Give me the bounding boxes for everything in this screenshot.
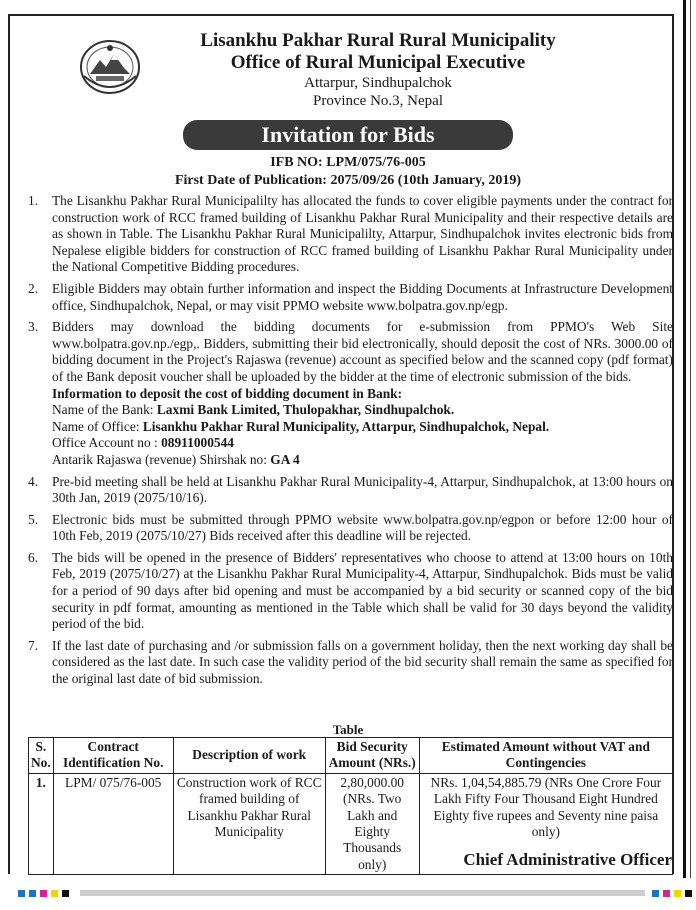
decor-square-black [62, 890, 69, 897]
item-text: Electronic bids must be submitted through PPMO website www.bolpatra.gov.np/egpon or before 12:00 hour of 10th Feb, 2019 (2075/10/27) Bids received after this deadline will be rejected. [52, 511, 673, 544]
office-value: Lisankhu Pakhar Rural Municipality, Attarpur, Sindhupalchok, Nepal. [142, 418, 550, 434]
table-title: Table [332, 722, 364, 737]
item-text: The bids will be opened in the presence of Bidders' representatives who choose to attend at 13:00 hours on 10th Feb, 2019 (2075/10/27) at the Lisankhu Pakhar Rural Municipality-4, Attarpur, Sindhupalchok. Bids must be valid for a period of 90 days after bid opening and must be accompanied by a bid security or scanned copy of the bid security in pdf format, amounting as mentioned in the Table which shall be valid for 30 days beyond the validity period of the bid. [52, 549, 673, 632]
notice-title-banner: Invitation for Bids [183, 120, 513, 150]
cell-estimate: NRs. 1,04,54,885.79 (NRs One Crore Four Lakh Fifty Four Thousand Eight Hundred Eighty five rupees and Seventy nine paisa only) [419, 773, 672, 874]
list-item [28, 193, 673, 276]
table-header-row [29, 738, 673, 774]
decor-square-yellow [51, 890, 58, 897]
item-text: The Lisankhu Pakhar Rural Municipalilty has allocated the funds to cover eligible payments under the contract for construction work of RCC framed building of Lisankhu Pakhar Rural Municipality and their respective details are as shown in Table. The Lisankhu Pakhar Rural Municipalilty, Attarpur, Sindhupalchok invites electronic bids from Nepalese eligible bidders for construction of RCC framed building of Lisankhu Pakhar Rural Municipality under the National Competitive Bidding procedures. [52, 193, 673, 275]
page-rule [683, 0, 686, 878]
masthead [0, 30, 696, 110]
decor-square-black [685, 890, 692, 897]
address-line-1: Attarpur, Sindhupalchok [304, 75, 452, 91]
office-name: Office of Rural Municipal Executive [230, 52, 526, 73]
item-number: 7. [28, 637, 39, 653]
decor-bar [80, 890, 645, 896]
cell-security: 2,80,000.00 (NRs. Two Lakh and Eighty Thousands only) [325, 773, 419, 874]
bank-value: Laxmi Bank Limited, Thulopakhar, Sindhupalchok. [156, 402, 455, 418]
item-text: Eligible Bidders may obtain further information and inspect the Bidding Documents at Infrastructure Development office, Sindhupalchok, Nepal, or may visit PPMO website www.bolpatra.gov.np/egp. [52, 280, 673, 313]
item-text: Bidders may download the bidding documents for e-submission from PPMO's Web Site www.bolpatra.gov.np./egp,. Bidders, submitting their bid electronically, should deposit the cost of NRs. 3000.00 of bidding document in the Project's Rajaswa (revenue) account as specified below and the scanned copy (pdf format) of the Bank deposit voucher shall be uploaded by the bidder at the time of electronic submission of the bids. [52, 319, 673, 384]
list-item [28, 550, 673, 633]
bank-label: Name of the Bank: [52, 402, 157, 418]
bank-heading: Information to deposit the cost of bidding document in Bank: [52, 385, 403, 401]
ifb-block [0, 154, 696, 190]
item-content [52, 319, 673, 468]
page-rule-thin [690, 0, 691, 878]
decor-square-blue [18, 890, 25, 897]
header-security: Bid Security Amount (NRs.) [325, 738, 419, 774]
decor-square-yellow [674, 890, 681, 897]
item-number: 1. [28, 193, 39, 208]
item-number: 3. [28, 319, 39, 335]
list-item [28, 319, 673, 468]
decor-square-pink [663, 890, 670, 897]
item-number: 6. [28, 549, 39, 565]
header-contract: Contract Identification No. [53, 738, 173, 774]
list-item [28, 512, 673, 545]
item-number: 2. [28, 280, 39, 296]
address-line-2: Province No.3, Nepal [313, 93, 443, 109]
item-text: If the last date of purchasing and /or submission falls on a government holiday, then the next working day shall be considered as the last date. In such case the validity period of the bid security shall remain the same as specified for the original last date of bid submission. [52, 637, 673, 687]
decor-square-pink [40, 890, 47, 897]
office-label: Name of Office: [52, 418, 143, 434]
item-number: 5. [28, 511, 39, 527]
ifb-number: IFB NO: LPM/075/76-005 [270, 155, 426, 170]
notice-body [28, 193, 673, 693]
org-name: Lisankhu Pakhar Rural Rural Municipality [200, 30, 556, 51]
bank-info [52, 386, 673, 469]
header-sn: S. No. [29, 738, 54, 774]
account-label: Office Account no : [52, 435, 162, 451]
header-description: Description of work [173, 738, 325, 774]
decor-square-blue [652, 890, 659, 897]
publication-date: First Date of Publication: 2075/09/26 (10th January, 2019) [174, 173, 522, 188]
list-item [28, 474, 673, 507]
cell-sn: 1. [29, 773, 54, 874]
account-value: 08911000544 [161, 435, 235, 451]
shirshak-label: Antarik Rajaswa (revenue) Shirshak no: [52, 451, 271, 467]
cell-description: Construction work of RCC framed building of Lisankhu Pakhar Rural Municipality [173, 773, 325, 874]
list-item [28, 281, 673, 314]
cell-contract: LPM/ 075/76-005 [53, 773, 173, 874]
item-number: 4. [28, 473, 39, 489]
decor-square-blue [29, 890, 36, 897]
header-estimate: Estimated Amount without VAT and Contingencies [419, 738, 672, 774]
item-text: Pre-bid meeting shall be held at Lisankhu Pakhar Rural Municipality-4, Attarpur, Sindhupalchok, at 13:00 hours on 30th Jan, 2019 (2075/10/16). [52, 473, 673, 506]
list-item [28, 638, 673, 688]
shirshak-value: GA 4 [270, 451, 300, 467]
signoff: Chief Administrative Officer [463, 850, 672, 869]
